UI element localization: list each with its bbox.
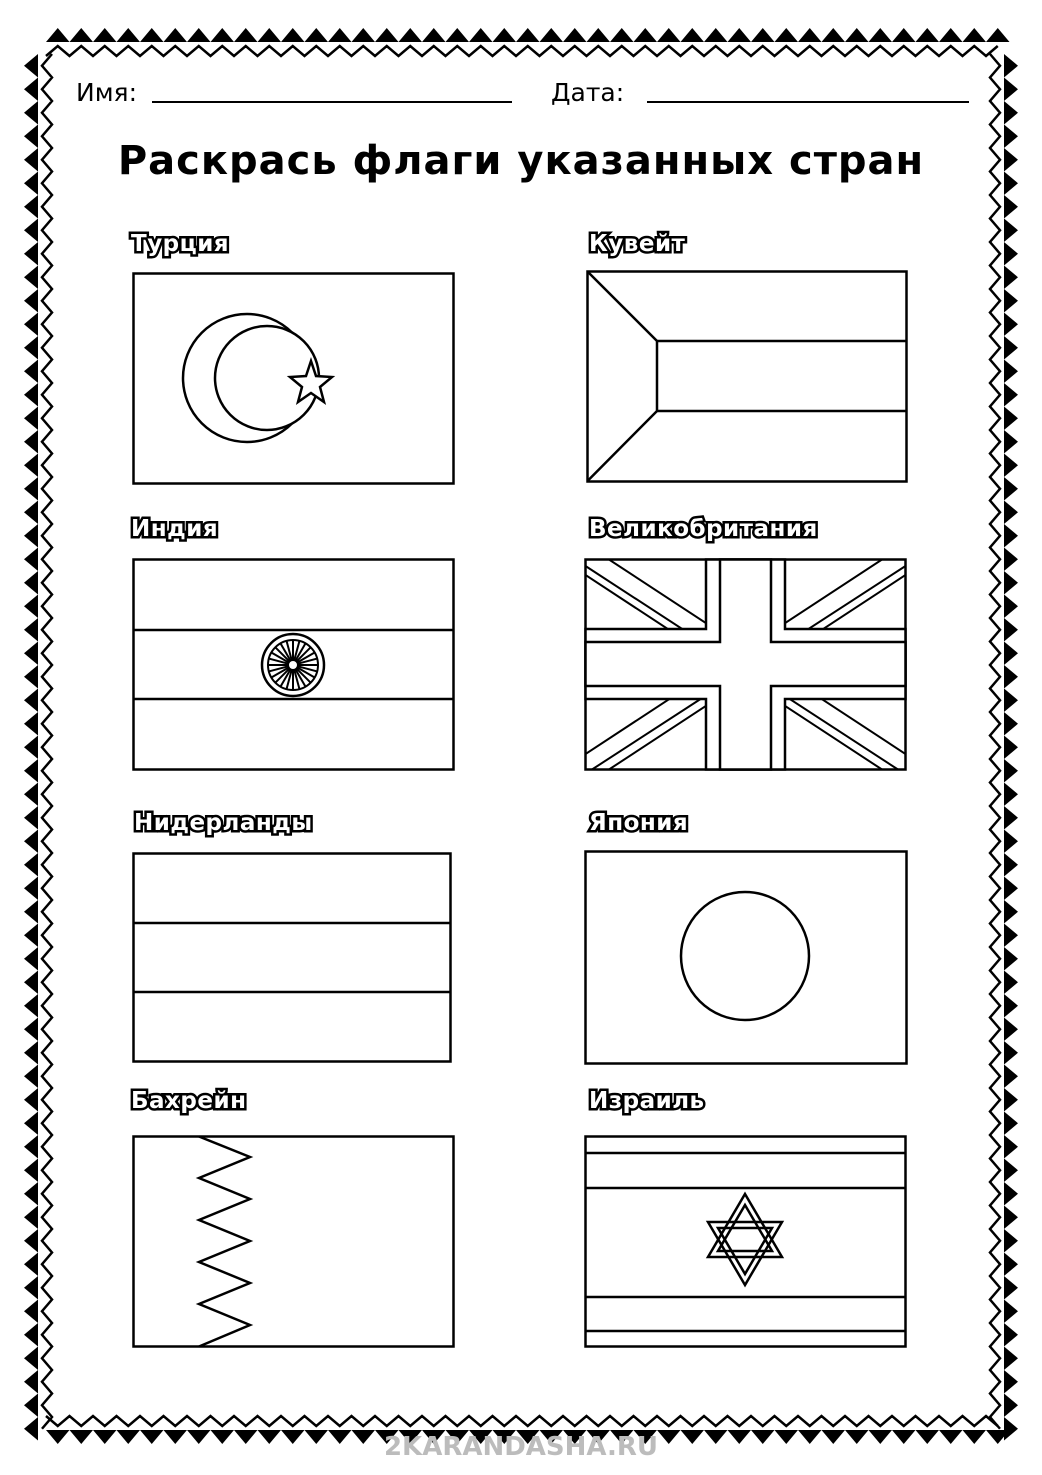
kuwait-flag-outline bbox=[586, 270, 908, 483]
name-line bbox=[152, 101, 512, 103]
bahrain-flag-outline bbox=[132, 1135, 455, 1348]
flag-label-kuwait: Кувейт bbox=[589, 231, 686, 257]
flag-label-netherlands: Нидерланды bbox=[134, 810, 313, 836]
date-line bbox=[647, 101, 969, 103]
name-label: Имя: bbox=[76, 78, 138, 107]
india-flag-outline bbox=[132, 558, 455, 771]
flag-label-israel: Израиль bbox=[589, 1088, 705, 1114]
israel-flag-outline bbox=[584, 1135, 907, 1348]
date-label: Дата: bbox=[551, 78, 625, 107]
flag-label-india: Индия bbox=[131, 516, 219, 542]
netherlands-flag-outline bbox=[132, 852, 452, 1063]
japan-flag-outline bbox=[584, 850, 908, 1065]
flag-label-japan: Япония bbox=[589, 810, 689, 836]
site-watermark: 2KARANDASHA.RU bbox=[383, 1432, 659, 1462]
turkey-flag-outline bbox=[132, 272, 455, 485]
flag-label-bahrain: Бахрейн bbox=[131, 1088, 247, 1114]
uk-flag-outline bbox=[584, 558, 907, 771]
page-title: Раскрась флаги указанных стран bbox=[117, 138, 925, 184]
flag-label-uk: Великобритания bbox=[589, 516, 818, 542]
flag-label-turkey: Турция bbox=[131, 231, 230, 257]
